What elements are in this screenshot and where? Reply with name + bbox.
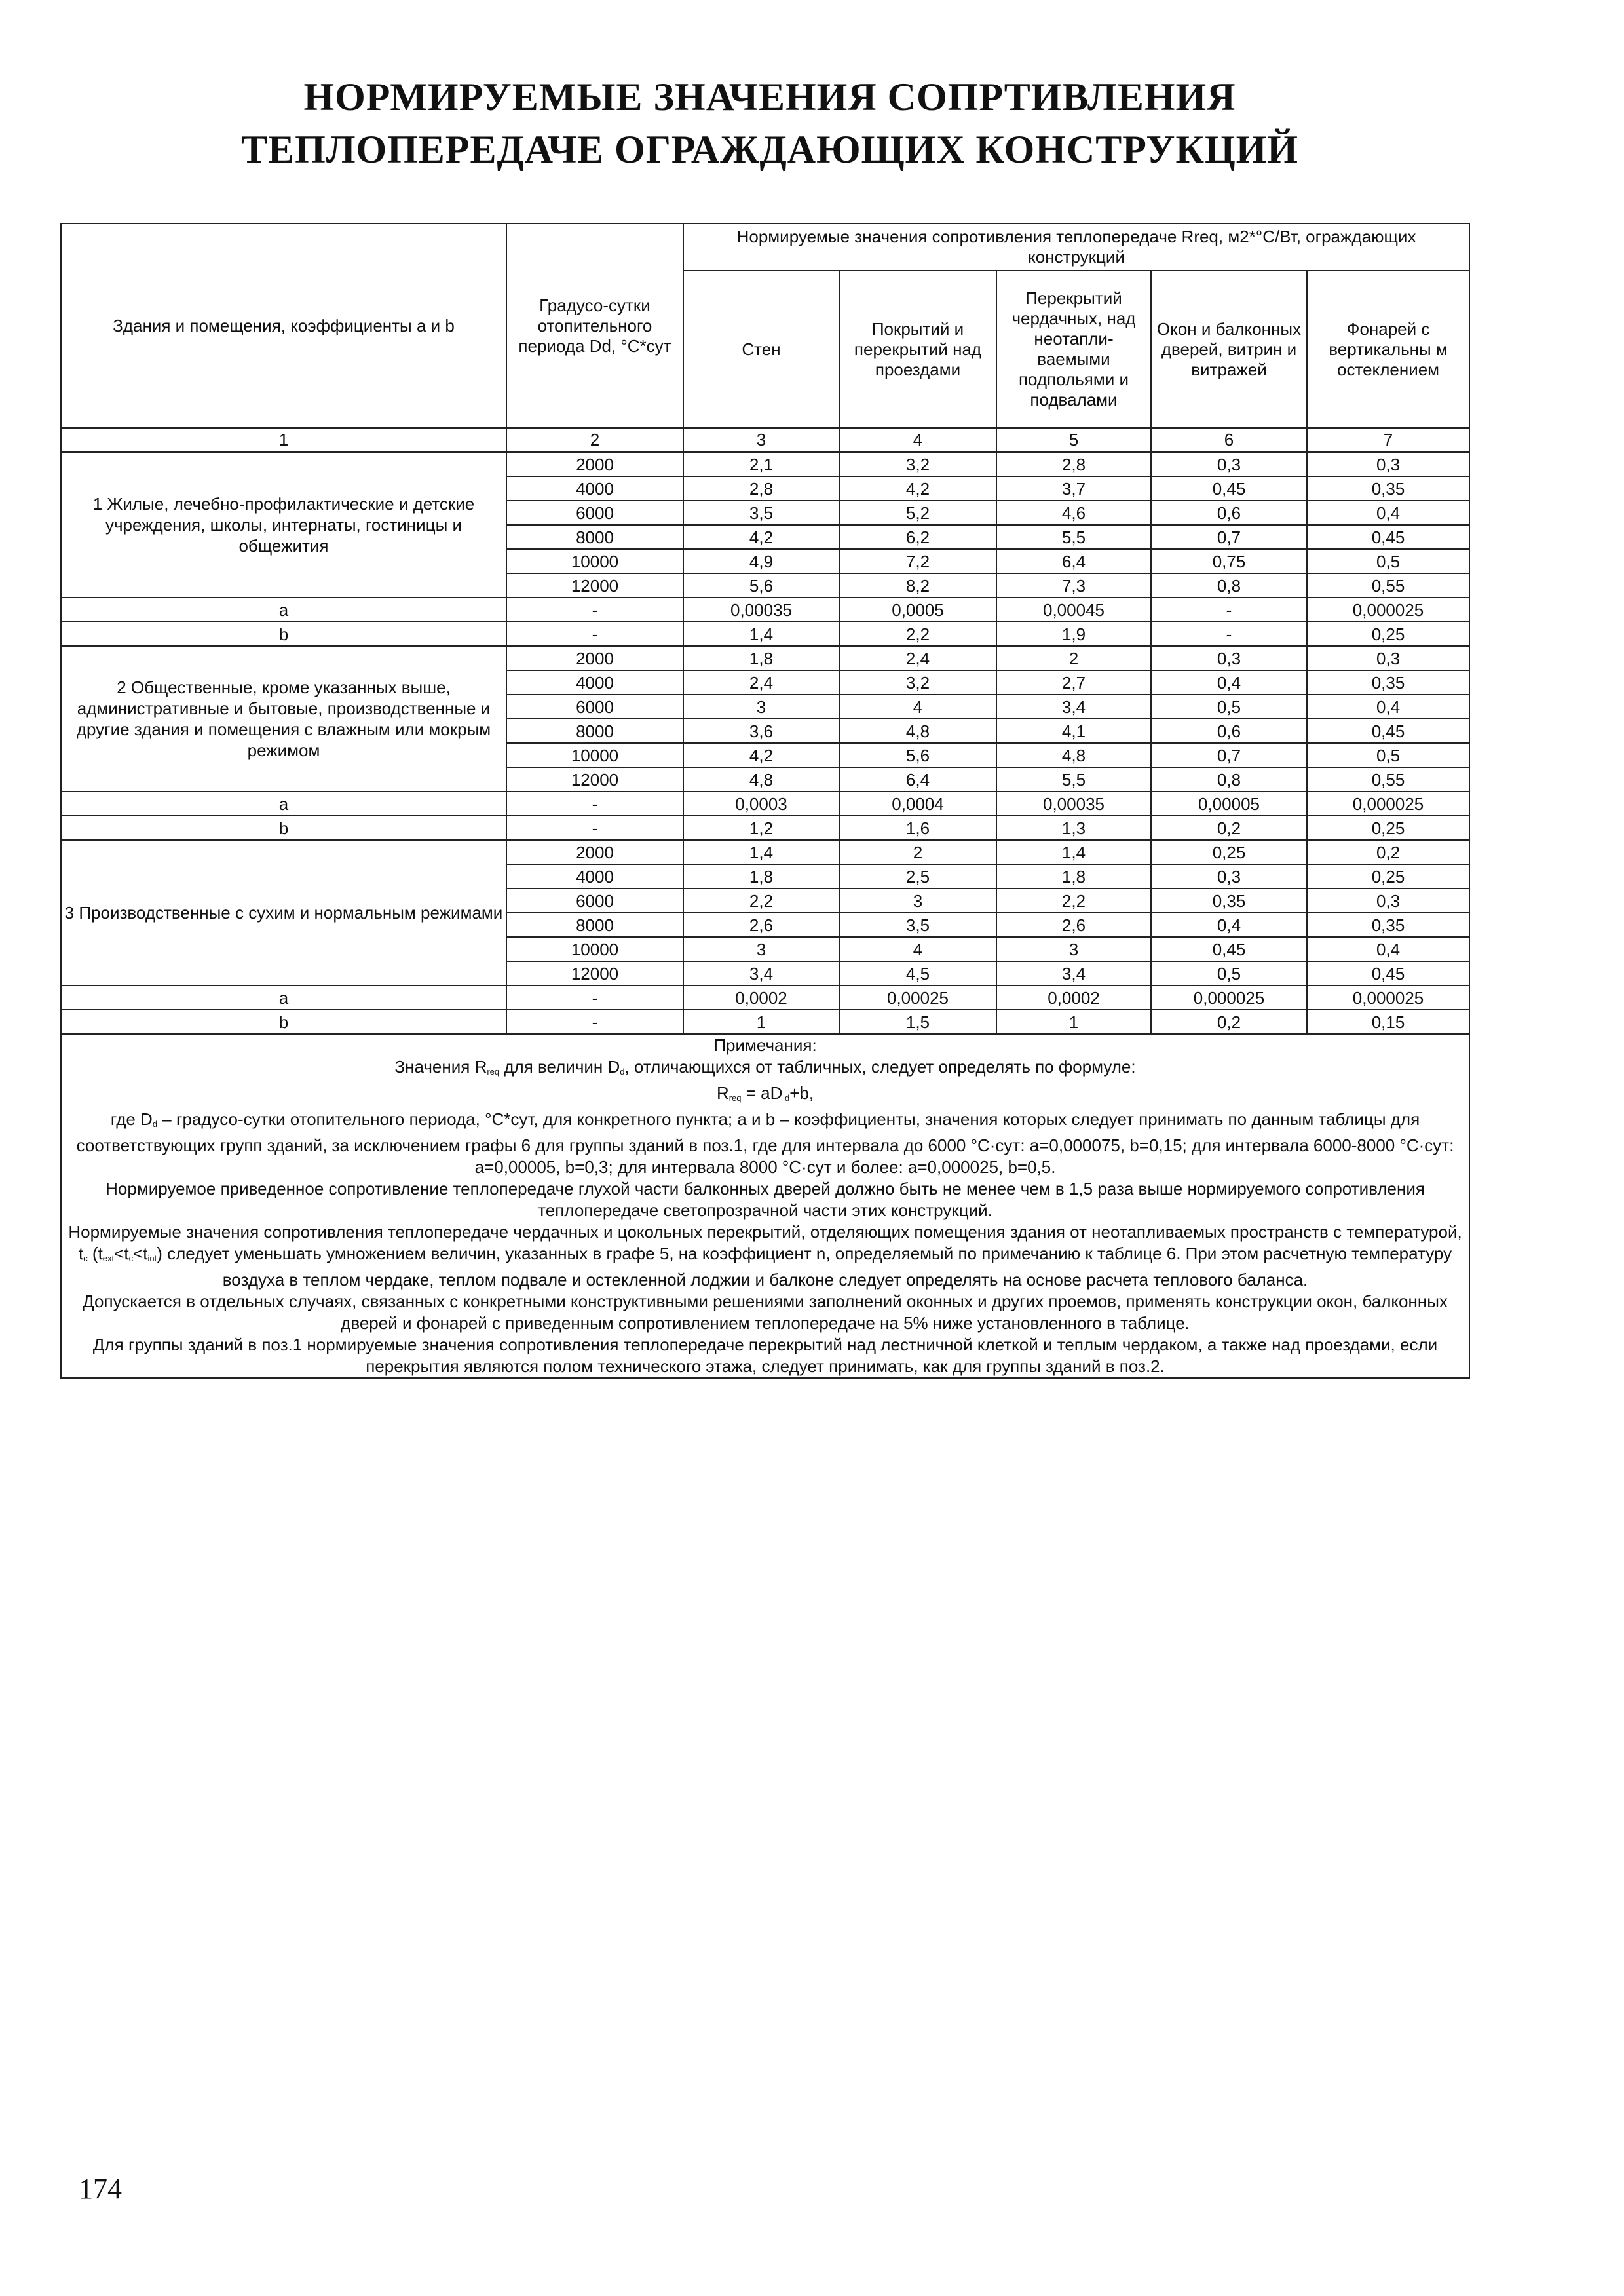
cell-skylights: 0,35 (1307, 670, 1469, 695)
cell-walls: 1,4 (683, 840, 839, 864)
page-title (0, 71, 1539, 176)
cell-windows: 0,45 (1151, 937, 1307, 961)
building-group-name: 2 Общественные, кроме указанных выше, административные и бытовые, производственные и другие здания и помещения с влажным или мокрым режимом (61, 646, 506, 792)
cell-degree-days: 12000 (506, 961, 683, 985)
column-number: 5 (996, 428, 1151, 452)
cell-degree-days: 2000 (506, 452, 683, 476)
table-row (61, 646, 1469, 670)
cell-coverings: 6,4 (839, 767, 996, 792)
cell-walls: 4,8 (683, 767, 839, 792)
notes-line-1: Значения $R_{req}$ для величин $D_d$, отличающихся от табличных, следует определять по формуле: (394, 1057, 1136, 1077)
coefficient-cell: 0,00045 (996, 598, 1151, 622)
table-body (61, 452, 1469, 1034)
notes-formula: $R_{req}$ = aD $_d$+b, (716, 1083, 814, 1103)
cell-coverings: 4,2 (839, 476, 996, 501)
cell-attic: 4,1 (996, 719, 1151, 743)
coefficient-row-a (61, 792, 1469, 816)
cell-degree-days: 4000 (506, 864, 683, 889)
cell-walls: 3 (683, 695, 839, 719)
cell-walls: 4,9 (683, 549, 839, 573)
cell-walls: 2,4 (683, 670, 839, 695)
coefficient-cell: 0,25 (1307, 622, 1469, 646)
header-walls: Стен (683, 271, 839, 428)
coefficient-cell: 0,0003 (683, 792, 839, 816)
coefficient-label: a (61, 598, 506, 622)
cell-degree-days: 6000 (506, 695, 683, 719)
column-number: 6 (1151, 428, 1307, 452)
page-title-line-1: НОРМИРУЕМЫЕ ЗНАЧЕНИЯ СОПРТИВЛЕНИЯ (303, 75, 1236, 119)
cell-attic: 4,6 (996, 501, 1151, 525)
cell-windows: 0,35 (1151, 889, 1307, 913)
cell-coverings: 5,2 (839, 501, 996, 525)
coefficient-cell: 0,000025 (1307, 985, 1469, 1010)
cell-coverings: 4 (839, 937, 996, 961)
cell-skylights: 0,35 (1307, 913, 1469, 937)
cell-degree-days: 6000 (506, 501, 683, 525)
cell-attic: 1,8 (996, 864, 1151, 889)
cell-windows: 0,7 (1151, 525, 1307, 549)
coefficient-cell: 0,15 (1307, 1010, 1469, 1034)
coefficient-cell: 0,0002 (996, 985, 1151, 1010)
building-group-name: 3 Производственные с сухим и нормальным режимами (61, 840, 506, 985)
cell-walls: 3,5 (683, 501, 839, 525)
cell-walls: 2,2 (683, 889, 839, 913)
cell-attic: 4,8 (996, 743, 1151, 767)
cell-walls: 2,1 (683, 452, 839, 476)
header-building: Здания и помещения, коэффициенты a и b (61, 223, 506, 428)
cell-attic: 7,3 (996, 573, 1151, 598)
notes-heading: Примечания: (713, 1035, 817, 1055)
cell-attic: 6,4 (996, 549, 1151, 573)
coefficient-label: b (61, 622, 506, 646)
cell-skylights: 0,45 (1307, 961, 1469, 985)
coefficient-row-b (61, 816, 1469, 840)
cell-degree-days: 8000 (506, 525, 683, 549)
cell-skylights: 0,4 (1307, 695, 1469, 719)
cell-walls: 3,6 (683, 719, 839, 743)
cell-walls: 2,6 (683, 913, 839, 937)
coefficient-row-b (61, 622, 1469, 646)
cell-attic: 2 (996, 646, 1151, 670)
coefficient-cell: 0,0004 (839, 792, 996, 816)
cell-windows: 0,4 (1151, 670, 1307, 695)
cell-skylights: 0,3 (1307, 889, 1469, 913)
cell-degree-days: 12000 (506, 573, 683, 598)
notes-balcony-doors: Нормируемое приведенное сопротивление теплопередаче глухой части балконных дверей должно быть не менее чем в 1,5 раза выше нормируемого сопротивления теплопередаче светопрозрачной части этих конструкций. (105, 1179, 1425, 1220)
coefficient-cell: 0,0005 (839, 598, 996, 622)
cell-coverings: 2,4 (839, 646, 996, 670)
cell-attic: 3,4 (996, 961, 1151, 985)
column-number: 1 (61, 428, 506, 452)
cell-degree-days: 4000 (506, 670, 683, 695)
cell-skylights: 0,2 (1307, 840, 1469, 864)
cell-degree-days: 8000 (506, 719, 683, 743)
coefficient-cell: - (506, 622, 683, 646)
cell-coverings: 4 (839, 695, 996, 719)
cell-windows: 0,5 (1151, 961, 1307, 985)
header-coverings: Покрытий и перекрытий над проездами (839, 271, 996, 428)
coefficient-cell: - (506, 816, 683, 840)
cell-windows: 0,3 (1151, 864, 1307, 889)
cell-attic: 2,6 (996, 913, 1151, 937)
cell-degree-days: 6000 (506, 889, 683, 913)
cell-windows: 0,45 (1151, 476, 1307, 501)
notes-group-1: Для группы зданий в поз.1 нормируемые значения сопротивления теплопередаче перекрытий над лестничной клеткой и теплым чердаком, а также над проездами, если перекрытия являются полом технического этажа, следует принимать, как для группы зданий в поз.2. (92, 1335, 1438, 1376)
cell-windows: 0,8 (1151, 573, 1307, 598)
coefficient-row-a (61, 985, 1469, 1010)
cell-degree-days: 10000 (506, 937, 683, 961)
cell-skylights: 0,45 (1307, 525, 1469, 549)
notes-definitions: где $D_d$ – градусо-сутки отопительного периода, °С*сут, для конкретного пункта; a и b – коэффициенты, значения которых следует принимать по данным таблицы для соответствующих групп зданий, за исключением графы 6 для группы зданий в поз.1, где для интервала до 6000 °С·сут: a=0,000075, b=0,15; для интервала 6000-8000 °С·сут: a=0,00005, b=0,3; для интервала 8000 °С·сут и более: a=0,000025, b=0,5. (76, 1109, 1454, 1177)
cell-walls: 5,6 (683, 573, 839, 598)
cell-skylights: 0,4 (1307, 937, 1469, 961)
cell-coverings: 5,6 (839, 743, 996, 767)
cell-skylights: 0,5 (1307, 549, 1469, 573)
cell-attic: 3 (996, 937, 1151, 961)
cell-degree-days: 10000 (506, 549, 683, 573)
column-number: 2 (506, 428, 683, 452)
header-skylights: Фонарей с вертикальны м остеклением (1307, 271, 1469, 428)
column-number: 4 (839, 428, 996, 452)
table-row (61, 840, 1469, 864)
cell-coverings: 4,8 (839, 719, 996, 743)
cell-attic: 3,4 (996, 695, 1151, 719)
cell-attic: 2,2 (996, 889, 1151, 913)
cell-walls: 4,2 (683, 743, 839, 767)
coefficient-cell: 1 (683, 1010, 839, 1034)
cell-windows: 0,6 (1151, 501, 1307, 525)
cell-attic: 5,5 (996, 767, 1151, 792)
coefficient-cell: 1,3 (996, 816, 1151, 840)
cell-degree-days: 2000 (506, 646, 683, 670)
header-degree-days: Градусо-сутки отопительного периода Dd, °С*сут (506, 223, 683, 428)
cell-degree-days: 8000 (506, 913, 683, 937)
column-number-row (61, 428, 1469, 452)
cell-windows: 0,6 (1151, 719, 1307, 743)
notes-attic-floors: Нормируемые значения сопротивления теплопередаче чердачных и цокольных перекрытий, отделяющих помещения здания от неотапливаемых пространств с температурой, $t_c$ $(t_{ext}<t_c<t_{int})$ следует уменьшать умножением величин, указанных в графе 5, на коэффициент n, определяемый по примечанию к таблице 6. При этом расчетную температуру воздуха в теплом чердаке, теплом подвале и остекленной лоджии и балконе следует определять на основе расчета теплового баланса. (68, 1222, 1462, 1290)
cell-windows: 0,8 (1151, 767, 1307, 792)
coefficient-cell: 0,2 (1151, 816, 1307, 840)
cell-skylights: 0,55 (1307, 573, 1469, 598)
coefficient-cell: - (506, 598, 683, 622)
coefficient-label: a (61, 985, 506, 1010)
coefficient-cell: 0,0002 (683, 985, 839, 1010)
cell-coverings: 3,2 (839, 452, 996, 476)
coefficient-cell: 2,2 (839, 622, 996, 646)
cell-windows: 0,4 (1151, 913, 1307, 937)
cell-coverings: 3 (839, 889, 996, 913)
notes-windows-allowance: Допускается в отдельных случаях, связанных с конкретными конструктивными решениями заполнений оконных и других проемов, применять конструкции окон, балконных дверей и фонарей с приведенным сопротивлением теплопередаче на 5% ниже установленного в таблице. (83, 1292, 1448, 1333)
page-title-line-2: ТЕПЛОПЕРЕДАЧЕ ОГРАЖДАЮЩИХ КОНСТРУКЦИЙ (241, 128, 1298, 171)
coefficient-label: b (61, 816, 506, 840)
coefficient-cell: 0,2 (1151, 1010, 1307, 1034)
coefficient-cell: 1,6 (839, 816, 996, 840)
cell-walls: 2,8 (683, 476, 839, 501)
cell-walls: 3 (683, 937, 839, 961)
cell-coverings: 3,2 (839, 670, 996, 695)
cell-windows: 0,5 (1151, 695, 1307, 719)
coefficient-cell: 0,00035 (683, 598, 839, 622)
notes (61, 1034, 1469, 1378)
cell-skylights: 0,45 (1307, 719, 1469, 743)
cell-skylights: 0,5 (1307, 743, 1469, 767)
cell-coverings: 7,2 (839, 549, 996, 573)
cell-coverings: 3,5 (839, 913, 996, 937)
cell-coverings: 8,2 (839, 573, 996, 598)
cell-attic: 3,7 (996, 476, 1151, 501)
header-resistance-group: Нормируемые значения сопротивления теплопередаче Rreq, м2*°С/Вт, ограждающих конструкций (683, 223, 1469, 271)
cell-skylights: 0,3 (1307, 452, 1469, 476)
coefficient-cell: 0,00035 (996, 792, 1151, 816)
coefficient-cell: 1,2 (683, 816, 839, 840)
coefficient-cell: 1,4 (683, 622, 839, 646)
cell-skylights: 0,55 (1307, 767, 1469, 792)
coefficient-cell: - (1151, 598, 1307, 622)
coefficient-cell: 1 (996, 1010, 1151, 1034)
coefficient-label: a (61, 792, 506, 816)
cell-degree-days: 12000 (506, 767, 683, 792)
cell-skylights: 0,3 (1307, 646, 1469, 670)
cell-windows: 0,3 (1151, 646, 1307, 670)
coefficient-cell: 0,000025 (1151, 985, 1307, 1010)
column-number: 3 (683, 428, 839, 452)
cell-attic: 1,4 (996, 840, 1151, 864)
coefficient-cell: - (506, 985, 683, 1010)
coefficient-cell: - (506, 1010, 683, 1034)
page-number: 174 (79, 2173, 122, 2205)
cell-attic: 5,5 (996, 525, 1151, 549)
coefficient-cell: - (1151, 622, 1307, 646)
cell-walls: 3,4 (683, 961, 839, 985)
header-windows: Окон и балконных дверей, витрин и витражей (1151, 271, 1307, 428)
coefficient-cell: 0,00005 (1151, 792, 1307, 816)
table-row (61, 452, 1469, 476)
cell-coverings: 2,5 (839, 864, 996, 889)
cell-windows: 0,7 (1151, 743, 1307, 767)
coefficient-row-b (61, 1010, 1469, 1034)
cell-windows: 0,75 (1151, 549, 1307, 573)
cell-degree-days: 10000 (506, 743, 683, 767)
cell-windows: 0,3 (1151, 452, 1307, 476)
coefficient-label: b (61, 1010, 506, 1034)
cell-skylights: 0,4 (1307, 501, 1469, 525)
cell-walls: 4,2 (683, 525, 839, 549)
cell-walls: 1,8 (683, 646, 839, 670)
cell-walls: 1,8 (683, 864, 839, 889)
building-group-name: 1 Жилые, лечебно-профилактические и детские учреждения, школы, интернаты, гостиницы и общежития (61, 452, 506, 598)
cell-coverings: 4,5 (839, 961, 996, 985)
cell-skylights: 0,25 (1307, 864, 1469, 889)
cell-degree-days: 4000 (506, 476, 683, 501)
coefficient-row-a (61, 598, 1469, 622)
coefficient-cell: 0,00025 (839, 985, 996, 1010)
coefficient-cell: 0,25 (1307, 816, 1469, 840)
cell-coverings: 2 (839, 840, 996, 864)
coefficient-cell: - (506, 792, 683, 816)
coefficient-cell: 0,000025 (1307, 598, 1469, 622)
cell-degree-days: 2000 (506, 840, 683, 864)
header-attic: Перекрытий чердачных, над неотапли-ваемыми подпольями и подвалами (996, 271, 1151, 428)
cell-skylights: 0,35 (1307, 476, 1469, 501)
column-number: 7 (1307, 428, 1469, 452)
norms-table (60, 223, 1470, 1379)
cell-attic: 2,8 (996, 452, 1151, 476)
cell-attic: 2,7 (996, 670, 1151, 695)
cell-windows: 0,25 (1151, 840, 1307, 864)
coefficient-cell: 1,9 (996, 622, 1151, 646)
coefficient-cell: 0,000025 (1307, 792, 1469, 816)
coefficient-cell: 1,5 (839, 1010, 996, 1034)
cell-coverings: 6,2 (839, 525, 996, 549)
